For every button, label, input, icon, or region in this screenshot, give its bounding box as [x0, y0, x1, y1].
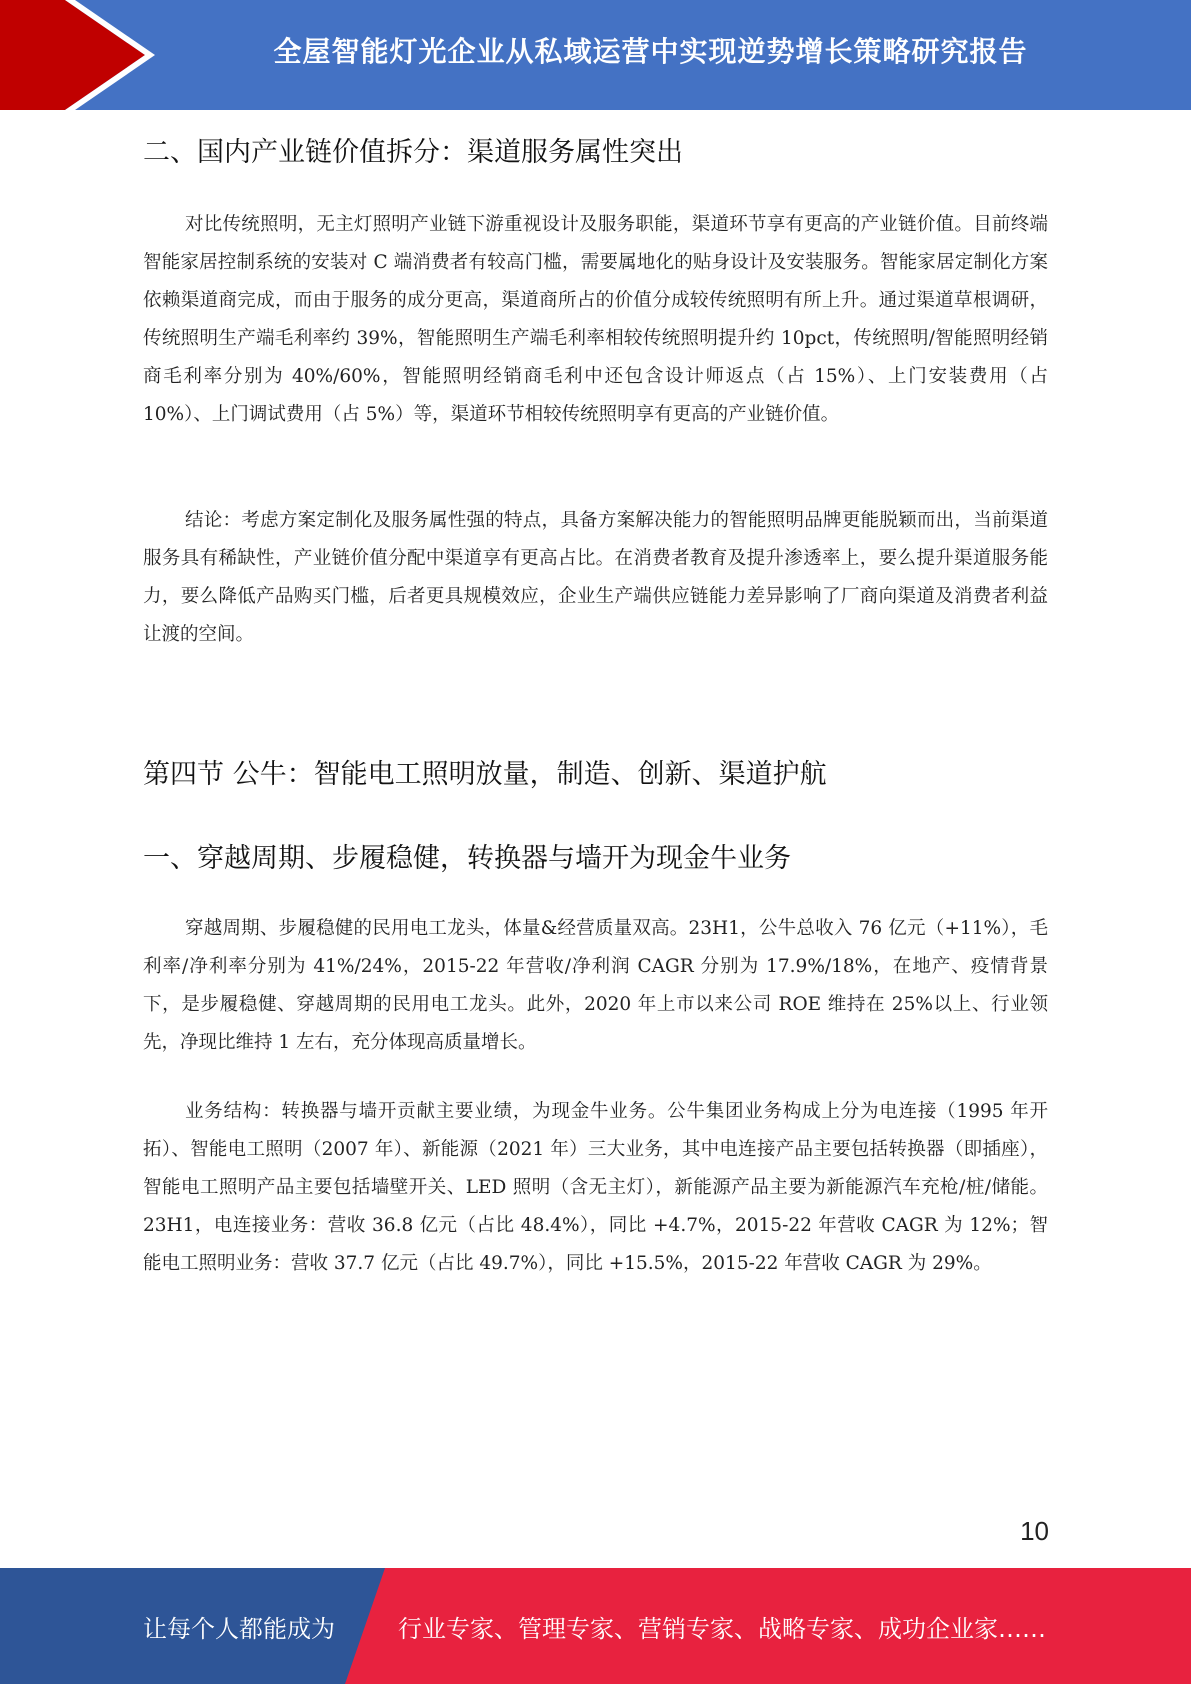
header-arrow-icon	[0, 0, 160, 110]
paragraph: 结论：考虑方案定制化及服务属性强的特点，具备方案解决能力的智能照明品牌更能脱颖而出，当前渠道服务具有稀缺性，产业链价值分配中渠道享有更高占比。在消费者教育及提升渗透率上，要么提升渠道服务能力，要么降低产品购买门槛，后者更具规模效应，企业生产端供应链能力差异影响了厂商向渠道及消费者利益让渡的空间。	[143, 510, 1048, 645]
footer-band	[0, 1568, 1191, 1684]
header-band	[0, 0, 1191, 110]
paragraph: 穿越周期、步履稳健的民用电工龙头，体量&经营质量双高。23H1，公牛总收入 76 亿元（+11%），毛利率/净利率分别为 41%/24%，2015-22 年营收/净利润 CAGR 分别为 17.9%/18%，在地产、疫情背景下，是步履稳健、穿越周期的民用电工龙头。此外，2020 年上市以来公司 ROE 维持在 25%以上、行业领先，净现比维持 1 左右，充分体现高质量增长。	[143, 918, 1048, 1053]
report-title: 全屋智能灯光企业从私域运营中实现逆势增长策略研究报告	[273, 35, 1028, 68]
footer-slogan-right: 行业专家、管理专家、营销专家、战略专家、成功企业家……	[398, 1614, 1046, 1643]
paragraph: 对比传统照明，无主灯照明产业链下游重视设计及服务职能，渠道环节享有更高的产业链价值。目前终端智能家居控制系统的安装对 C 端消费者有较高门槛，需要属地化的贴身设计及安装服务。智能家居定制化方案依赖渠道商完成，而由于服务的成分更高，渠道商所占的价值分成较传统照明有所上升。通过渠道草根调研，传统照明生产端毛利率约 39%，智能照明生产端毛利率相较传统照明提升约 10pct，传统照明/智能照明经销商毛利率分别为 40%/60%，智能照明经销商毛利中还包含设计师返点（占 15%）、上门安装费用（占 10%）、上门调试费用（占 5%）等，渠道环节相较传统照明享有更高的产业链价值。	[143, 214, 1048, 425]
chapter-heading: 第四节 公牛：智能电工照明放量，制造、创新、渠道护航	[143, 759, 827, 790]
footer-slogan-left: 让每个人都能成为	[143, 1614, 335, 1643]
page-number: 10	[1020, 1516, 1049, 1546]
section-heading: 二、国内产业链价值拆分：渠道服务属性突出	[143, 137, 683, 168]
paragraph: 业务结构：转换器与墙开贡献主要业绩，为现金牛业务。公牛集团业务构成上分为电连接（1995 年开拓）、智能电工照明（2007 年）、新能源（2021 年）三大业务，其中电连接产品主要包括转换器（即插座），智能电工照明产品主要包括墙壁开关、LED 照明（含无主灯），新能源产品主要为新能源汽车充枪/桩/储能。23H1，电连接业务：营收 36.8 亿元（占比 48.4%），同比 +4.7%，2015-22 年营收 CAGR 为 12%；智能电工照明业务：营收 37.7 亿元（占比 49.7%），同比 +15.5%，2015-22 年营收 CAGR 为 29%。	[143, 1101, 1048, 1274]
section-heading: 一、穿越周期、步履稳健，转换器与墙开为现金牛业务	[143, 843, 791, 874]
